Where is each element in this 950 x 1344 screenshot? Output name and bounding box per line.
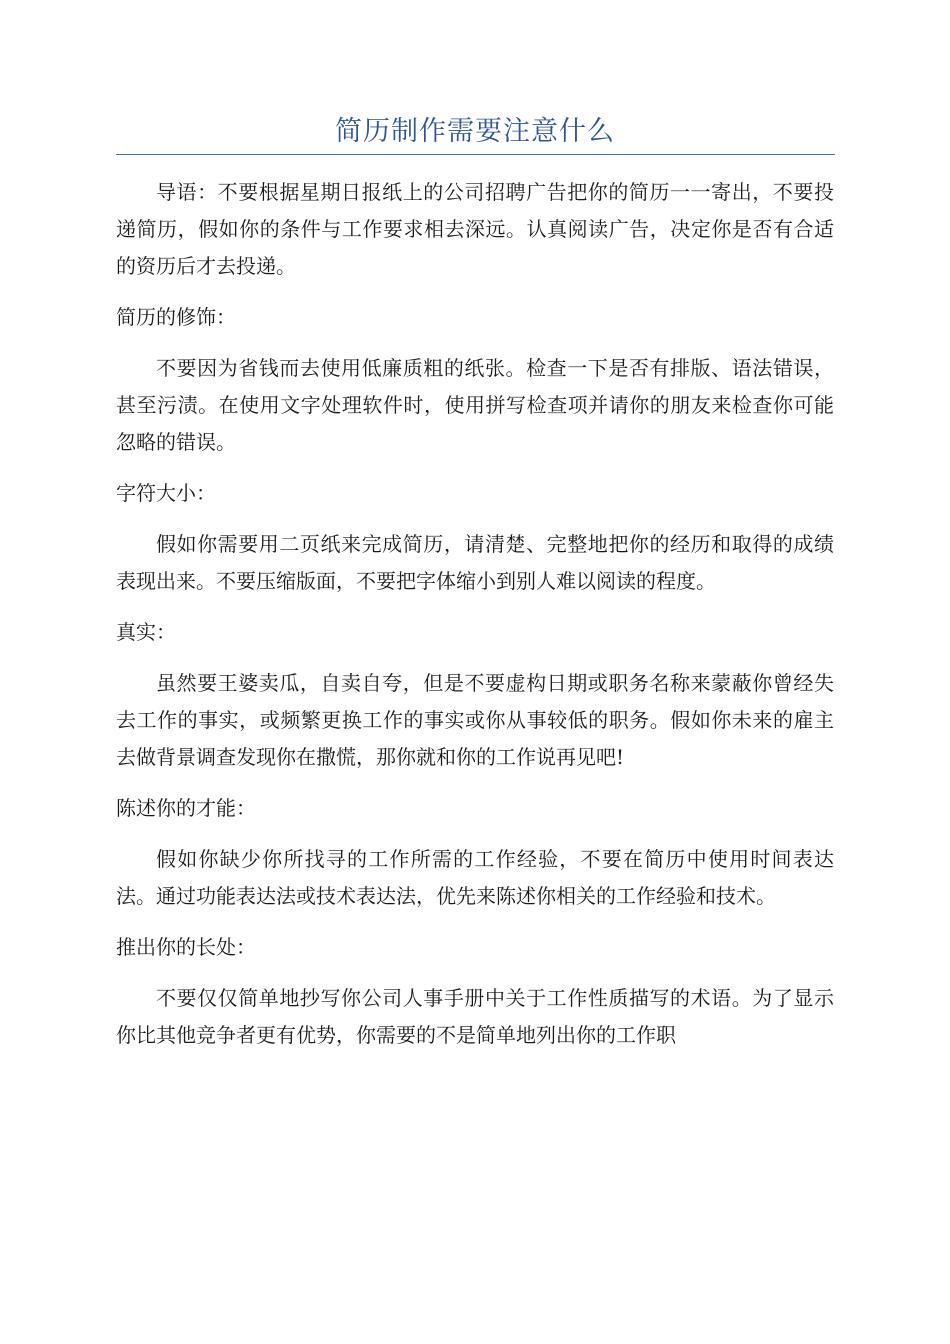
section-body-talents: 假如你缺少你所找寻的工作所需的工作经验，不要在简历中使用时间表达法。通过功能表达法或技术表达法，优先来陈述你相关的工作经验和技术。 [116,847,834,908]
section-body-strengths: 不要仅仅简单地抄写你公司人事手册中关于工作性质描写的术语。为了显示你比其他竞争者更有优势，你需要的不是简单地列出你的工作职 [116,986,834,1047]
document-body [116,174,834,1068]
intro-paragraph: 导语：不要根据星期日报纸上的公司招聘广告把你的简历一一寄出，不要投递简历，假如你的条件与工作要求相去深远。认真阅读广告，决定你是否有合适的资历后才去投递。 [116,180,834,278]
section-heading-decoration: 简历的修饰： [116,305,236,329]
section-body-font-size: 假如你需要用二页纸来完成简历，请清楚、完整地把你的经历和取得的成绩表现出来。不要压缩版面，不要把字体缩小到别人难以阅读的程度。 [116,532,834,593]
document-title: 简历制作需要注意什么 [335,116,615,147]
section-body-decoration: 不要因为省钱而去使用低廉质粗的纸张。检查一下是否有排版、语法错误，甚至污渍。在使用文字处理软件时，使用拼写检查项并请你的朋友来检查你可能忽略的错误。 [116,356,834,454]
section-heading-font-size: 字符大小： [116,481,216,505]
section-heading-truthfulness: 真实： [116,620,176,644]
section-heading-strengths: 推出你的长处： [116,935,256,959]
title-underline [116,154,835,155]
section-heading-talents: 陈述你的才能： [116,796,256,820]
section-body-truthfulness: 虽然要王婆卖瓜，自卖自夸，但是不要虚构日期或职务名称来蒙蔽你曾经失去工作的事实，或频繁更换工作的事实或你从事较低的职务。假如你未来的雇主去做背景调查发现你在撒慌，那你就和你的工作说再见吧! [116,671,834,769]
